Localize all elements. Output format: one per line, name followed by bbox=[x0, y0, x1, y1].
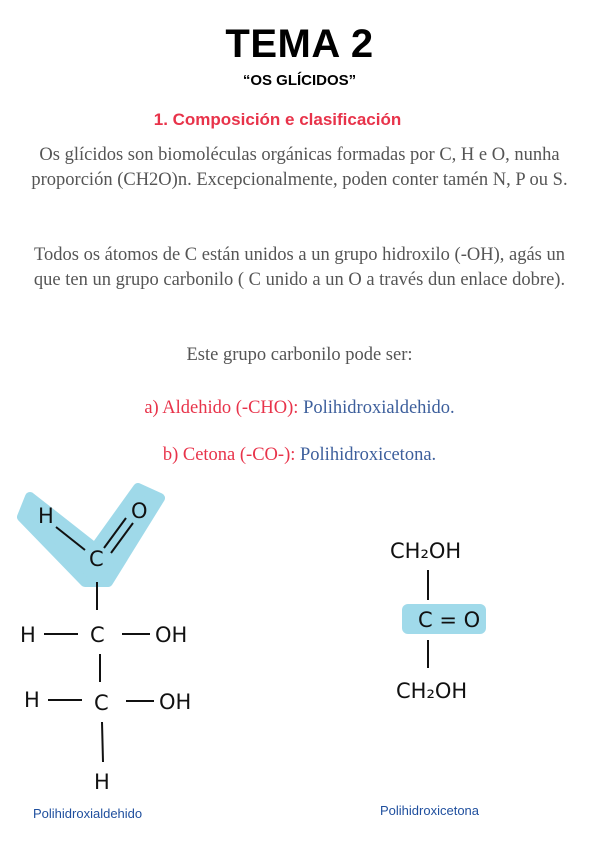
page-subtitle: “OS GLÍCIDOS” bbox=[242, 72, 357, 89]
aldehyde-atom-h-top: H bbox=[38, 504, 54, 528]
aldehyde-atom-c2: C bbox=[90, 623, 105, 647]
aldehyde-atom-c3: C bbox=[94, 691, 109, 715]
page-title: TEMA 2 bbox=[225, 22, 374, 66]
ketone-carbonyl: C = O bbox=[418, 608, 481, 632]
aldehyde-atom-oh2: OH bbox=[159, 690, 192, 714]
aldehyde-atom-h-left1: H bbox=[20, 623, 36, 647]
paragraph-hydroxyl: Todos os átomos de C están unidos a un grupo hidroxilo (-OH), agás un que ten un grupo carbonilo ( C unido a un O a través dun enlace dobre). bbox=[33, 245, 566, 290]
ketone-caption: Polihidroxicetona bbox=[380, 803, 480, 818]
aldehyde-caption: Polihidroxialdehido bbox=[33, 806, 143, 821]
type-aldehyde-label: a) Aldehido (-CHO): bbox=[144, 398, 299, 418]
paragraph-composition: Os glícidos son biomoléculas orgánicas formadas por C, H e O, nunha proporción (CH2O)n. Excepcionalmente, poden conter tamén N, P ou S. bbox=[31, 145, 568, 190]
ketone-group-bottom: CH₂OH bbox=[396, 679, 468, 703]
ketone-group-top: CH₂OH bbox=[390, 539, 462, 563]
aldehyde-atom-o: O bbox=[131, 499, 148, 523]
aldehyde-atom-c1: C bbox=[89, 547, 104, 571]
type-aldehyde-value: Polihidroxialdehido. bbox=[303, 398, 455, 418]
type-ketone-value: Polihidroxicetona. bbox=[300, 445, 437, 465]
aldehyde-atom-oh1: OH bbox=[155, 623, 188, 647]
aldehyde-atom-h-bottom: H bbox=[94, 770, 110, 794]
type-ketone-label: b) Cetona (-CO-): bbox=[162, 445, 296, 465]
paragraph-carbonyl-intro: Este grupo carbonilo pode ser: bbox=[186, 345, 413, 365]
section-heading: 1. Composición e clasificación bbox=[153, 110, 402, 129]
aldehyde-atom-h-left2: H bbox=[24, 688, 40, 712]
